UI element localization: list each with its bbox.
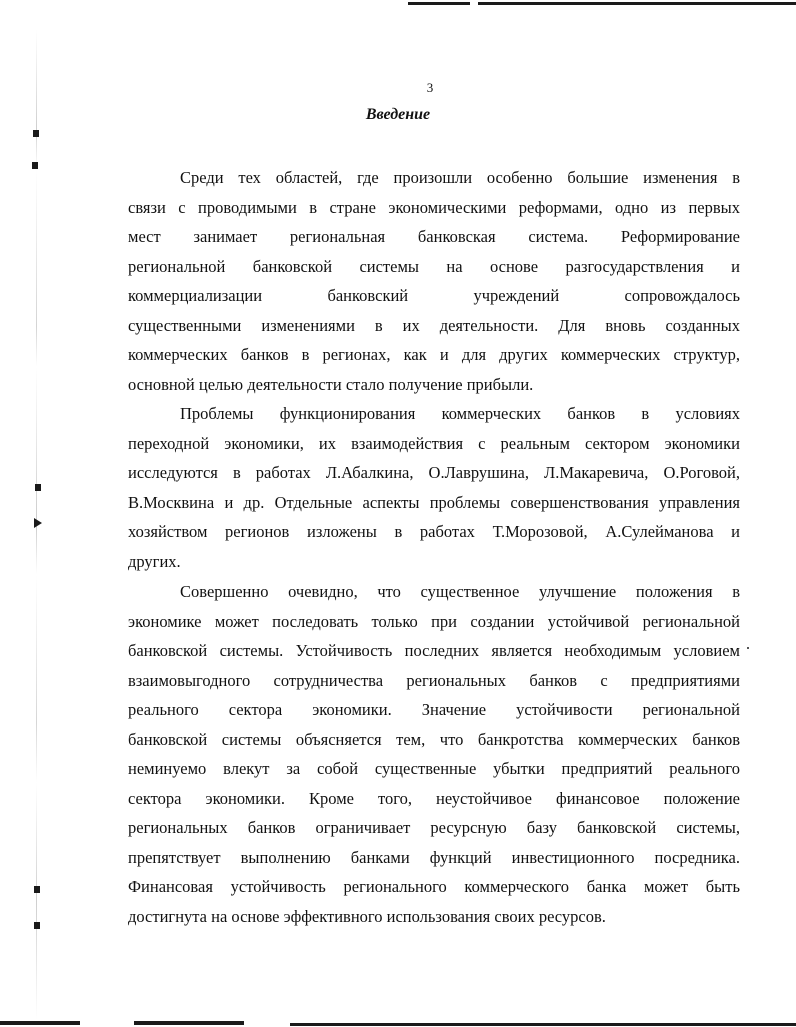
text-line: Проблемы функционирования коммерческих банков в условиях — [180, 404, 740, 423]
text-line: региональной банковской системы на основе разгосударствления и — [128, 256, 740, 276]
binding-punch-mark — [33, 130, 39, 137]
text-line: банковской системы. Устойчивость последних является необходимым условием — [128, 641, 740, 660]
text-line: исследуются в работах Л.Абалкина, О.Лаврушина, Л.Макаревича, О.Роговой, — [128, 463, 740, 482]
scan-top-rule — [478, 2, 796, 5]
scan-top-rule — [408, 2, 470, 5]
paragraph-intro — [128, 163, 740, 399]
text-line: сектора экономики. Кроме того, неустойчивое финансовое положение — [128, 788, 740, 808]
text-line: Финансовая устойчивость регионального коммерческого банка может быть — [128, 877, 740, 896]
scan-bottom-rule — [290, 1023, 796, 1026]
text-line: региональных банков ограничивает ресурсную базу банковской системы, — [128, 818, 740, 837]
text-line: реального сектора экономики. Значение устойчивости региональной — [128, 700, 740, 719]
paragraph-stability — [128, 577, 740, 931]
scan-speck — [747, 647, 749, 649]
text-line: связи с проводимыми в стране экономическими реформами, одно из первых — [128, 197, 740, 217]
binding-punch-mark — [32, 162, 38, 169]
binding-punch-mark — [34, 886, 40, 893]
text-line: Совершенно очевидно, что существенное улучшение положения в — [180, 582, 740, 601]
text-line: переходной экономики, их взаимодействия с реальным сектором экономики — [128, 433, 740, 453]
paragraph-research — [128, 399, 740, 576]
text-line: основной целью деятельности стало получение прибыли. — [128, 374, 534, 394]
text-line: Среди тех областей, где произошли особенно большие изменения в — [180, 168, 740, 187]
page-number: 3 — [426, 80, 434, 95]
text-line: неминуемо влекут за собой существенные убытки предприятий реального — [128, 759, 740, 778]
text-line: банковской системы объясняется тем, что банкротства коммерческих банков — [128, 729, 740, 749]
binding-punch-mark — [34, 518, 42, 528]
text-line: коммерциализации банковский учреждений сопровождалось — [128, 286, 740, 305]
text-line: коммерческих банков в регионах, как и для других коммерческих структур, — [128, 345, 740, 364]
text-line: экономике может последовать только при создании устойчивой региональной — [128, 611, 740, 631]
text-line: мест занимает региональная банковская система. Реформирование — [128, 227, 740, 246]
text-line: В.Москвина и др. Отдельные аспекты проблемы совершенствования управления — [128, 492, 740, 512]
text-line: других. — [128, 551, 181, 571]
binding-punch-mark — [35, 484, 41, 491]
text-line: препятствует выполнению банками функций инвестиционного посредника. — [128, 847, 740, 867]
scan-bottom-rule — [0, 1021, 80, 1025]
text-line: достигнута на основе эффективного использования своих ресурсов. — [128, 906, 606, 926]
text-line: взаимовыгодного сотрудничества региональных банков с предприятиями — [128, 670, 740, 690]
scan-bottom-rule — [134, 1021, 244, 1025]
page-title: Введение — [365, 106, 431, 123]
binding-punch-mark — [34, 922, 40, 929]
text-line: существенными изменениями в их деятельности. Для вновь созданных — [128, 315, 740, 335]
text-line: хозяйством регионов изложены в работах Т.Морозовой, А.Сулейманова и — [128, 522, 740, 541]
